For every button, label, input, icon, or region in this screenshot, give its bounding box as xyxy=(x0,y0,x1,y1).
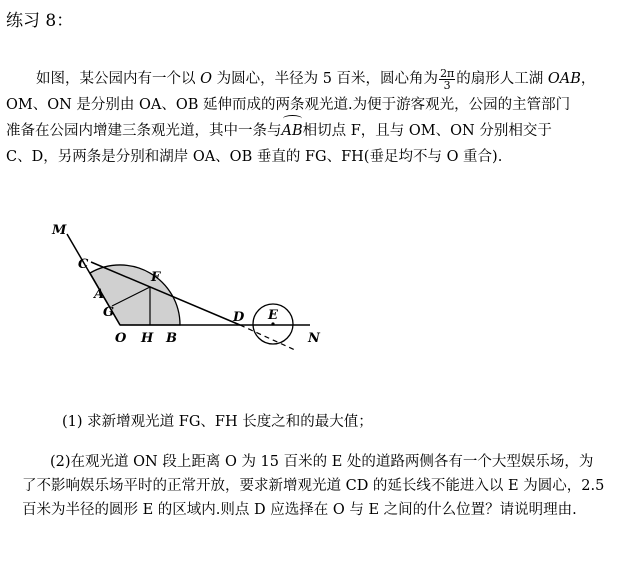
fraction-numerator: 2π xyxy=(440,66,455,80)
point-o: O xyxy=(200,71,212,87)
label-g: G xyxy=(103,305,115,320)
text-segment: 准备在公园内增建三条观光道，其中一条与 xyxy=(6,123,282,139)
text-segment: ， xyxy=(580,71,596,87)
label-a: A xyxy=(94,287,105,302)
label-f: F xyxy=(151,270,161,285)
label-m: M xyxy=(52,223,67,238)
question-2-line-2: 了不影响娱乐场平时的正常开放，要求新增观光道 CD 的延长线不能进入以 E 为圆心，2.5 xyxy=(22,478,605,494)
label-n: N xyxy=(308,331,320,346)
cd-extension xyxy=(240,325,295,350)
exercise-title: 练习 8： xyxy=(6,11,74,31)
question-1: (1) 求新增观光道 FG、FH 长度之和的最大值； xyxy=(62,414,373,430)
label-h: H xyxy=(141,331,154,346)
label-o: O xyxy=(115,331,127,346)
fraction-denominator: 3 xyxy=(443,78,451,92)
arc-ab: AB xyxy=(282,118,303,144)
label-d: D xyxy=(233,310,245,325)
text-segment: 如图，某公园内有一个以 xyxy=(36,71,201,87)
problem-line-2: OM、ON 是分别由 OA、OB 延伸而成的两条观光道.为便于游客观光，公园的主管部门 xyxy=(6,97,571,113)
sector-oab: OAB xyxy=(547,71,581,87)
problem-line-4: C、D，另两条是分别和湖岸 OA、OB 垂直的 FG、FH(垂足均不与 O 重合). xyxy=(6,149,503,165)
question-2-line-3: 百米为半径的圆形 E 的区域内.则点 D 应选择在 O 与 E 之间的什么位置？请说明理由. xyxy=(22,502,577,518)
label-e: E xyxy=(268,308,278,323)
text-segment: 为圆心，半径为 5 百米，圆心角为 xyxy=(212,71,439,87)
question-2-line-1: (2)在观光道 ON 段上距离 O 为 15 百米的 E 处的道路两侧各有一个大型娱乐场，为 xyxy=(50,454,594,470)
question-2 xyxy=(22,450,630,522)
label-c: C xyxy=(78,257,89,272)
label-b: B xyxy=(166,331,177,346)
text-segment: 的扇形人工湖 xyxy=(456,71,548,87)
text-segment: 相切点 F，且与 OM、ON 分别相交于 xyxy=(302,123,552,139)
